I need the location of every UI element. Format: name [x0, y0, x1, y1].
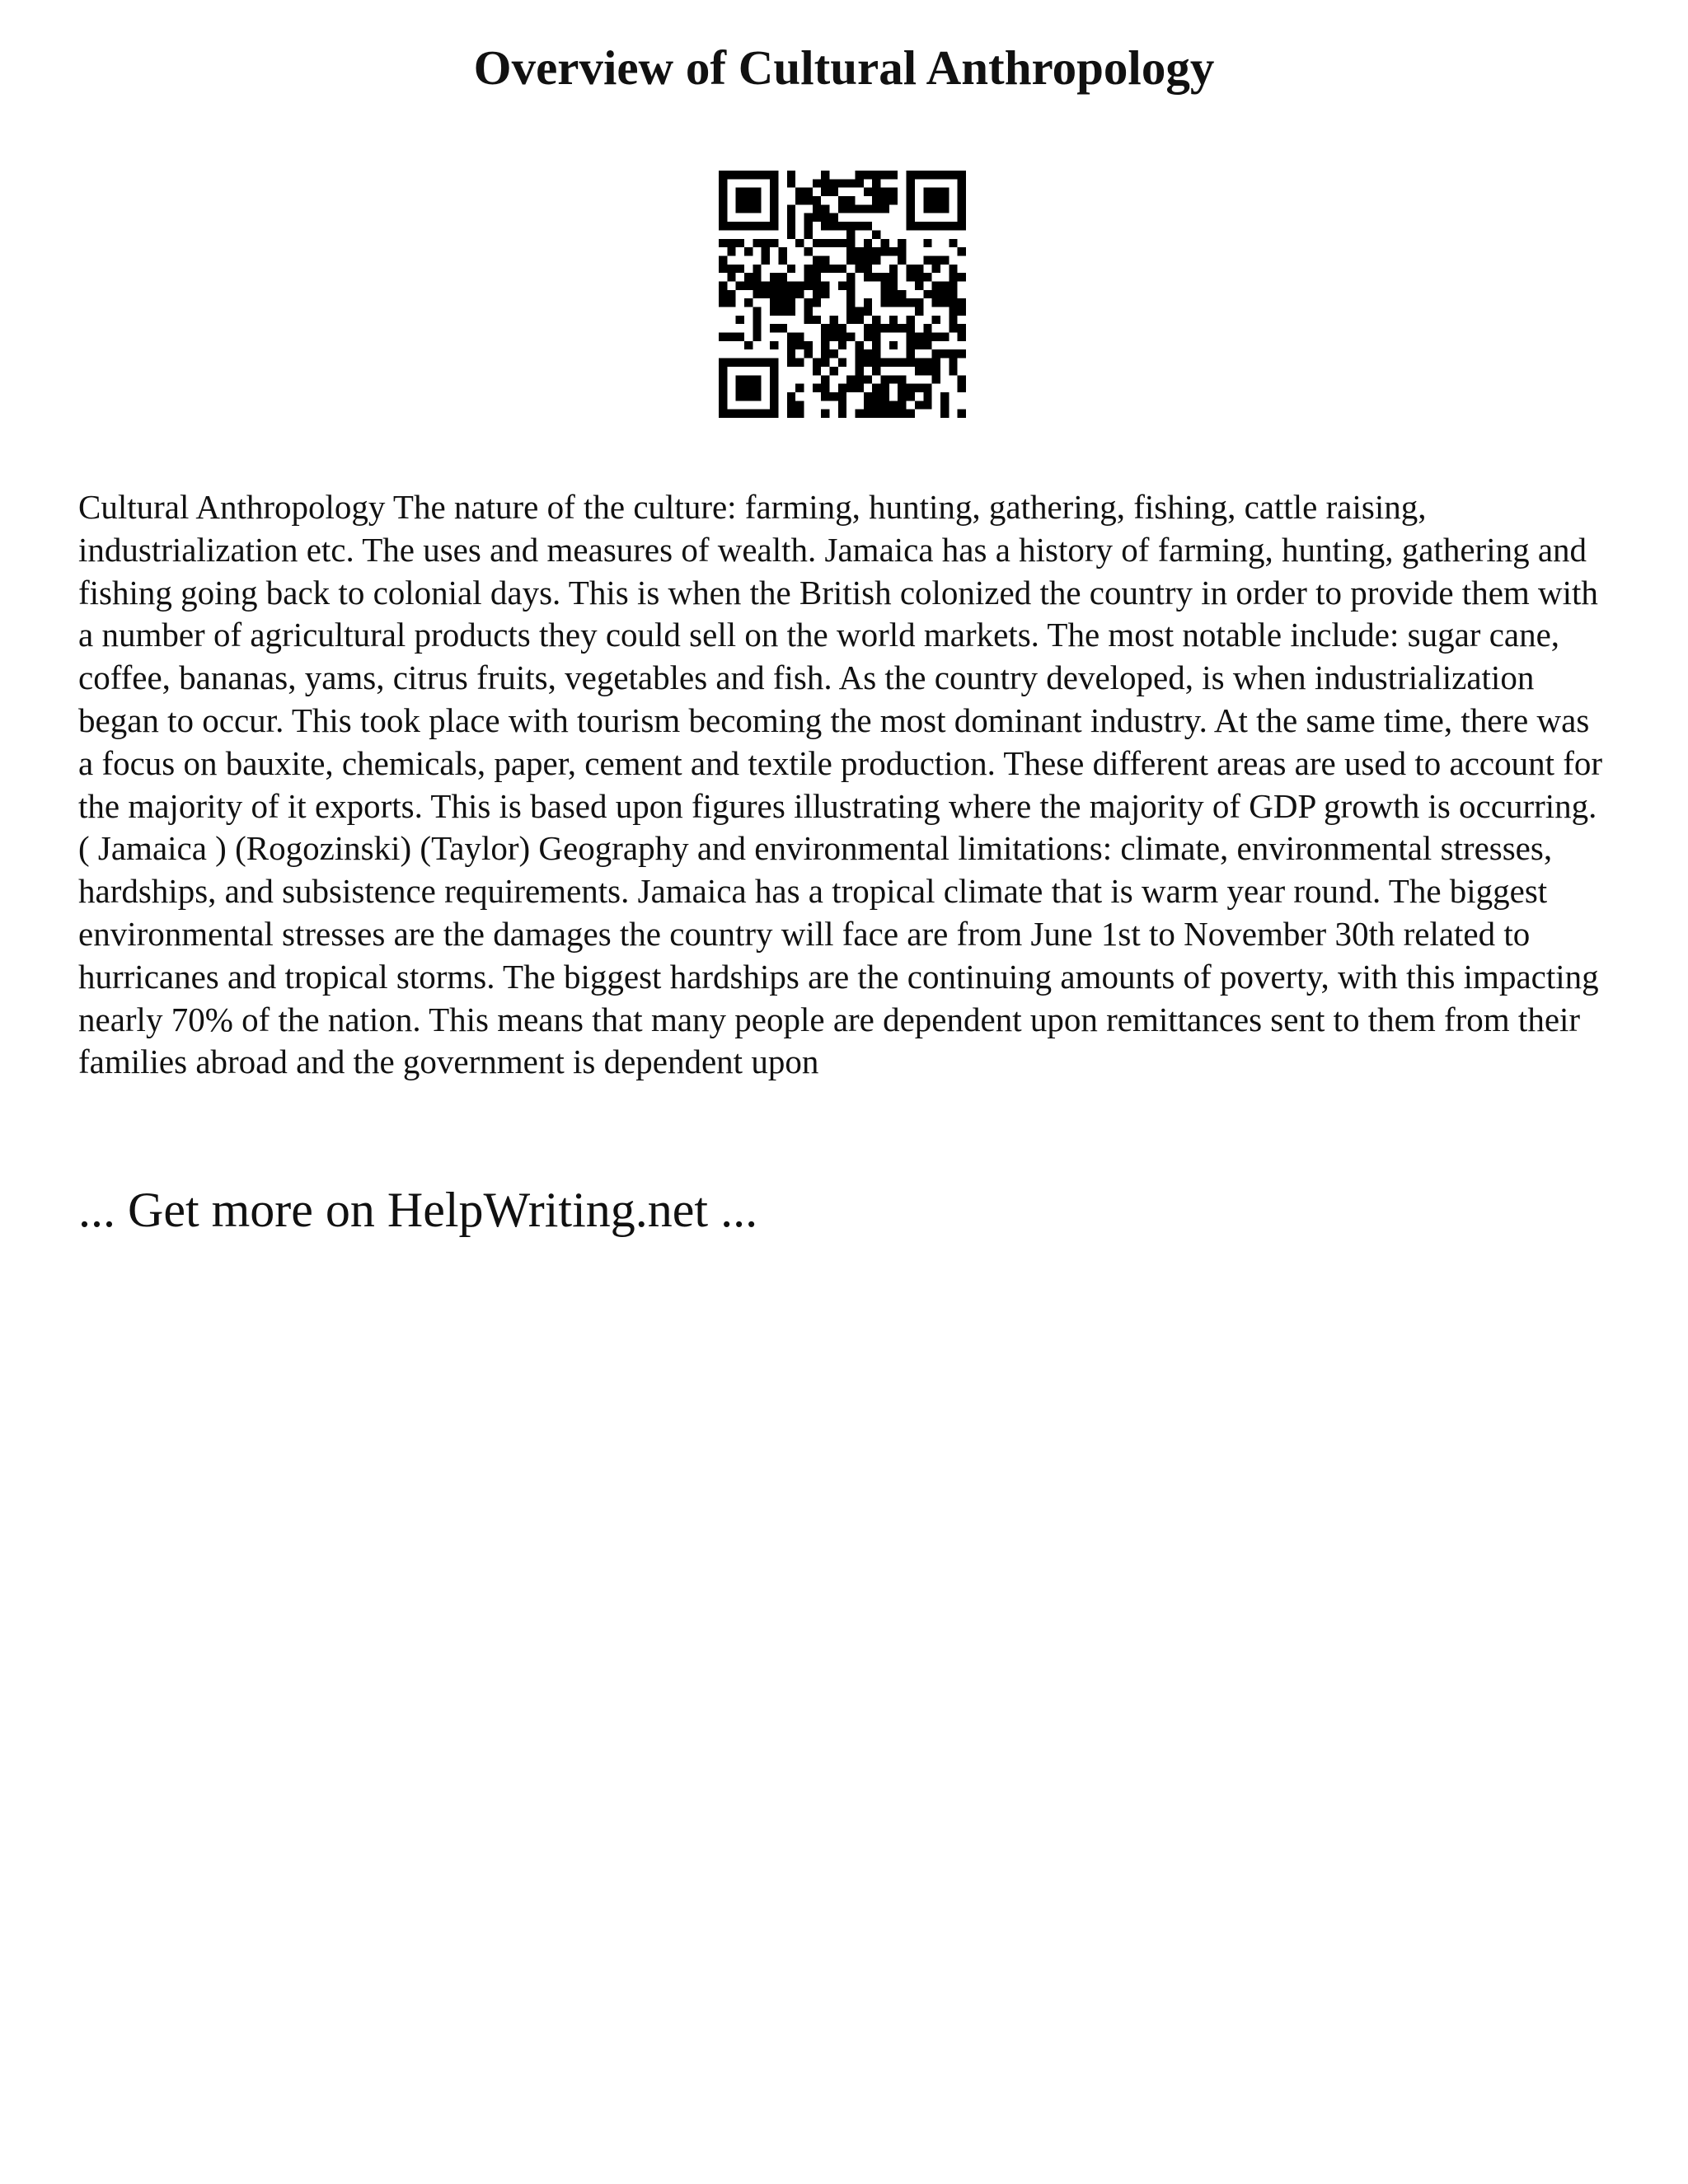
qr-code-icon: [719, 171, 966, 418]
get-more-link[interactable]: ... Get more on HelpWriting.net ...: [78, 1183, 758, 1237]
body-paragraph: Cultural Anthropology The nature of the culture: farming, hunting, gathering, fishing, cattle raising, industrialization etc. The uses and measures of wealth. Jamaica has a history of farming, hunting, gathering and fishing going back to colonial days. This is when the British colonized the country in order to provide them with a number of agricultural products they could sell on the world markets. The most notable include: sugar cane, coffee, bananas, yams, citrus fruits, vegetables and fish. As the country developed, is when industrialization began to occur. This took place with tourism becoming the most dominant industry. At the same time, there was a focus on bauxite, chemicals, paper, cement and textile production. These different areas are used to account for the majority of it exports. This is based upon figures illustrating where the majority of GDP growth is occurring. ( Jamaica ) (Rogozinski) (Taylor) Geography and environmental limitations: climate, environmental stresses, hardships, and subsistence requirements. Jamaica has a tropical climate that is warm year round. The biggest environmental stresses are the damages the country will face are from June 1st to November 30th related to hurricanes and tropical storms. The biggest hardships are the continuing amounts of poverty, with this impacting nearly 70% of the nation. This means that many people are dependent upon remittances sent to them from their families abroad and the government is dependent upon: [78, 488, 1603, 1081]
page-title: Overview of Cultural Anthropology: [473, 40, 1215, 95]
